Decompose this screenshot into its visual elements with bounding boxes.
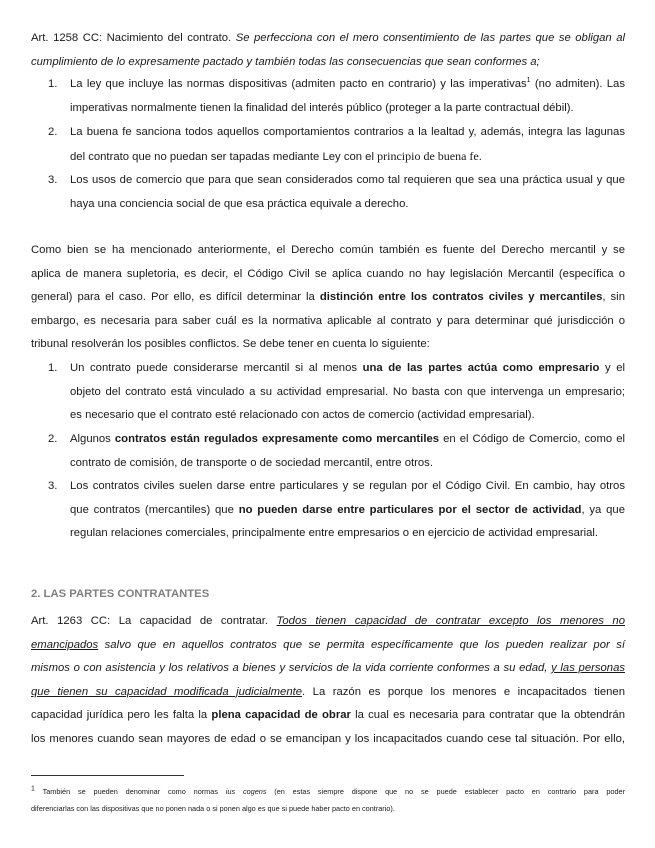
para2-line3-bold: distinción entre los contratos civiles y mercantiles [319,291,603,303]
art1263-underlined-2: emancipados [31,638,99,651]
principio-buena-fe: principio de buena fe [377,148,479,163]
list1-item-1 [70,73,625,120]
list2-item-2-c: en el Código de Comercio, como el [439,433,626,445]
art1258-paragraph [31,27,625,74]
art1263-bold: plena capacidad de obrar [211,709,351,721]
list2-item-1-bold: una de las partes actúa como empresario [362,362,600,374]
list2-item-3-c: , ya que [581,503,625,516]
list2-item-3 [70,475,625,546]
footnote [31,783,625,817]
list1-item-2 [70,121,625,169]
para2-line5: tribunal resolverán los posibles conflictos. Se debe tener en cuenta lo siguiente: [31,338,430,350]
list2-item-1-line3: es necesario que el contrato esté relacionado con actos de comercio (actividad empresarial). [70,409,535,421]
list1-item-2-line2a: del contrato que no puedan ser tapadas mediante Ley con el [70,150,378,163]
list2-item-2-line2: contrato de comisión, de transporte o de sociedad mercantil, entre otros. [70,456,433,469]
list1-item-2-line2c: . [478,150,482,163]
art1258-lead: Art. 1258 CC: Nacimiento del contrato. [31,32,232,44]
list1-item-3 [70,169,625,216]
paragraph-derecho-comun [31,239,625,357]
list2-item-2-bold: contratos están regulados expresamente como mercantiles [114,433,440,445]
section-heading: 2. LAS PARTES CONTRATANTES [31,588,210,600]
para2-line2: aplica de manera supletoria, es decir, el Código Civil se aplica cuando no hay legislación Mercantil (específica o [31,267,625,280]
list2-number-1: 1. [48,362,58,374]
footnote-line2: diferenciarlas con las dispositivas que no ponen nada o si ponen algo es que si puede haber pacto en contrario). [31,804,395,813]
para2-line3a: general) para el caso. Por ello, es difícil determinar la [31,291,320,303]
list1-item-3-line2: haya una conciencia social de que esa práctica equivale a derecho. [70,197,409,210]
list1-item-3-line1: Los usos de comercio que para que sean considerados como tal requieren que sea una práctica usual y que [70,174,625,186]
list1-number-1: 1. [48,78,58,90]
art1263-line5a: capacidad jurídica pero les falta la [31,709,212,721]
art1263-underlined-4: que tienen su capacidad modificada judicialmente [31,685,303,698]
list1-number-3: 3. [48,174,58,186]
list2-item-2 [70,428,625,475]
para2-line1: Como bien se ha mencionado anteriormente, el Derecho común también es fuente del Derecho mercantil y se [31,244,625,256]
list2-item-1 [70,357,625,428]
footnote-ref: 1 [526,77,531,85]
para2-line3c: , sin [602,291,625,303]
art1263-italic-3: mismos o con asistencia y los relativos a bienes y servicios de la vida corriente conformes a su edad [31,662,545,674]
list2-item-3-bold: no pueden darse entre particulares por el sector de actividad [238,503,582,516]
art1263-line5c: la cual es necesaria para contratar que la obtendrán [350,709,625,721]
list2-item-3-line1: Los contratos civiles suelen darse entre particulares y se regulan por el Código Civil. En cambio, hay otros [70,480,625,492]
art1263-italic-2: salvo que en aquellos contratos que se permita específicamente que los pueden realizar por sí [98,638,625,651]
list2-number-3: 3. [48,480,58,492]
list2-item-3-a: que contratos (mercantiles) que [70,503,239,516]
art1263-underlined-1: Todos tienen capacidad de contratar excepto los menores no [276,615,625,627]
list1-item-1-line2: imperativas normalmente tienen la finalidad del interés público (proteger a la parte contractual débil). [70,101,574,114]
art1263-comma: , [544,662,552,674]
art1263-lead: Art. 1263 CC: La capacidad de contratar. [31,615,277,627]
list2-number-2: 2. [48,433,58,445]
list2-item-2-a: Algunos [70,433,115,445]
art1263-paragraph [31,610,625,751]
footnote-mark: 1 [31,785,35,793]
list1-item-1-text-b: (no admiten). Las [530,78,625,90]
list1-number-2: 2. [48,126,58,138]
art1258-italic-2: cumplimiento de lo expresamente pactado y también todas las consecuencias que sean conformes a; [31,55,540,68]
list2-item-1-a: Un contrato puede considerarse mercantil si al menos [70,362,363,374]
list2-item-1-c: y el [599,362,625,374]
para2-line4: embargo, es necesaria para saber cuál es la normativa aplicable al contrato y para determinar qué jurisdicción o [31,314,625,327]
footnote-ius-cogens: ius cogens [225,787,267,796]
list1-item-1-text: La ley que incluye las normas dispositivas (admiten pacto en contrario) y las imperativas [70,78,527,90]
list1-item-2-line1: La buena fe sanciona todos aquellos comportamientos contrarios a la lealtad y, además, integra las lagunas [70,126,625,138]
art1258-italic-1: Se perfecciona con el mero consentimiento de las partes que se obligan al [235,32,625,44]
art1263-line4b: . La razón es porque los menores e incapacitados tienen [302,685,625,698]
art1263-underlined-3: y las personas [551,662,626,674]
art1263-line6: los menores cuando sean mayores de edad o se emancipan y los incapacitados cuando cese tal situación. Por ello, [31,732,625,745]
footnote-a: También se pueden denominar como normas [34,787,226,796]
footnote-separator [31,775,184,776]
list2-item-3-line3: regulan relaciones comerciales, principalmente entre empresarios o en ejercicio de actividad empresarial. [70,527,599,539]
footnote-c: (en estas siempre dispone que no se puede establecer pacto en contrario para poder [266,787,626,796]
list2-item-1-line2: objeto del contrato está vinculado a su actividad empresarial. No basta con que intervenga un empresario; [70,385,625,398]
